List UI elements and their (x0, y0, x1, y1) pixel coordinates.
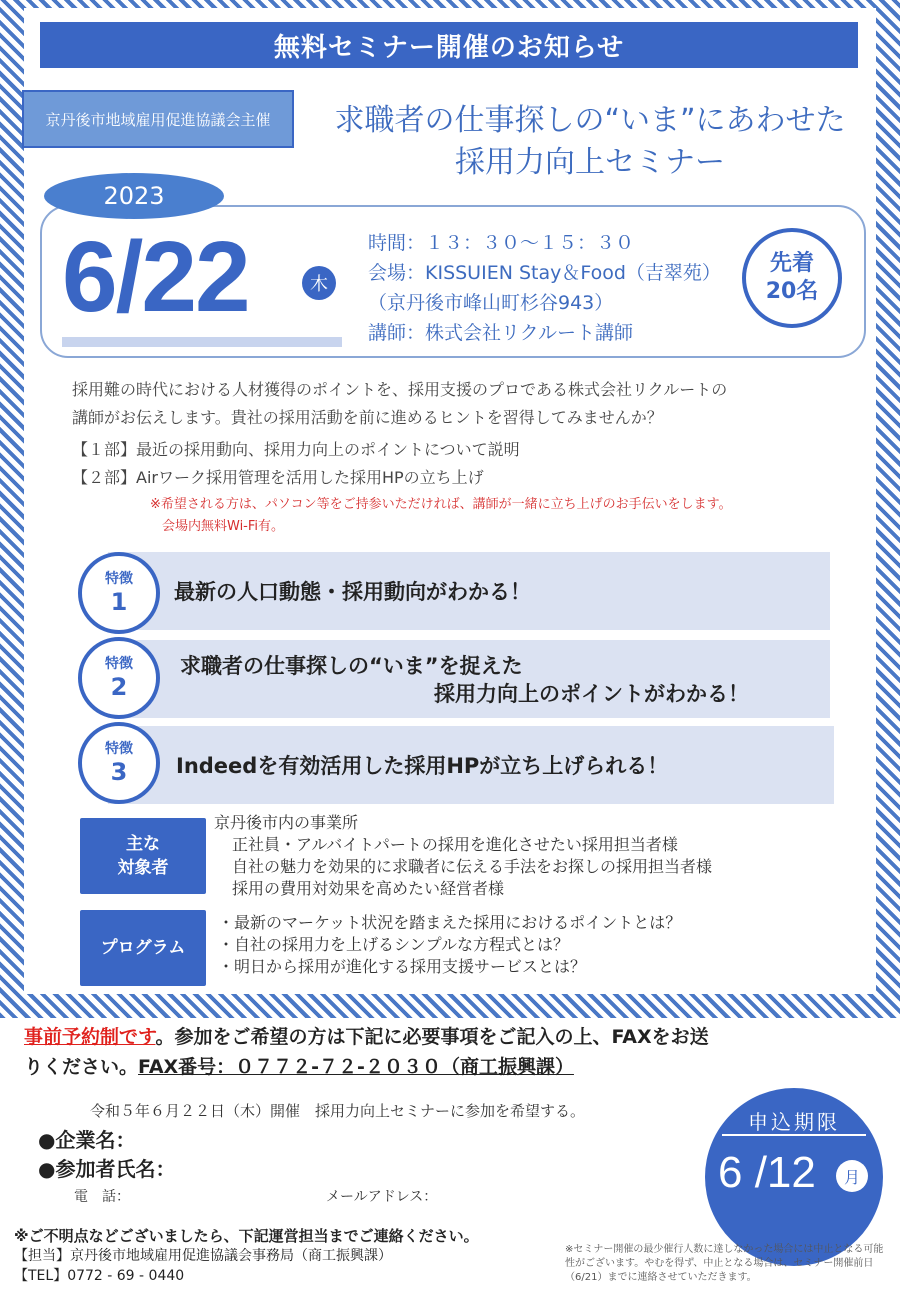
feature-2-band (108, 640, 830, 718)
weekday-badge: 木 (302, 266, 336, 300)
description-line2: 講師がお伝えします。貴社の採用活動を前に進めるヒントを習得してみませんか？ (72, 408, 663, 427)
phone-field-label[interactable]: 電 話： (74, 1189, 130, 1205)
reservation-text-2: りください。 (24, 1056, 139, 1078)
part-2: 【２部】Airワーク採用管理を活用した採用HPの立ち上げ (72, 468, 484, 487)
event-venue: 会場：KISSUIEN Stay＆Food（吉翠苑） (368, 262, 721, 284)
fine-print: ※セミナー開催の最少催行人数に達しなかった場合には中止となる可能性がございます。やむを得ず、中止となる場合は、セミナー開催前日（6/21）までに連絡させていただきます。 (565, 1244, 884, 1283)
feature-1-badge (78, 552, 160, 634)
event-lecturer: 講師：株式会社リクルート講師 (368, 322, 634, 344)
feature-3-label: 特徴 (105, 741, 133, 757)
company-field-label[interactable]: ●企業名： (38, 1128, 136, 1152)
feature-1-label: 特徴 (105, 571, 133, 587)
target-line-4: 採用の費用対効果を高めたい経営者様 (232, 879, 505, 898)
target-line-1: 京丹後市内の事業所 (214, 813, 359, 832)
feature-2-text-line1: 求職者の仕事探しの“いま”を捉えた (180, 654, 523, 678)
event-date: 6/22 (62, 221, 249, 333)
apply-statement: 令和５年６月２２日（木）開催 採用力向上セミナーに参加を希望する。 (90, 1102, 586, 1120)
reservation-text: 。参加をご希望の方は下記に必要事項をご記入の上、FAXをお送 (155, 1026, 709, 1048)
seminar-title-line1: 求職者の仕事探しの“いま”にあわせた (334, 103, 846, 138)
target-line-3: 自社の魅力を効果的に求職者に伝える手法をお探しの採用担当者様 (232, 857, 713, 876)
deadline-weekday: 月 (836, 1160, 868, 1192)
note-line1: ※希望される方は、パソコン等をご持参いただければ、講師が一緒に立ち上げのお手伝いをします。 (150, 497, 732, 512)
feature-2-number: 2 (110, 673, 128, 701)
seminar-title (300, 100, 880, 184)
feature-2-text-line2: 採用力向上のポイントがわかる！ (434, 682, 749, 706)
event-details (368, 228, 721, 348)
feature-3-text: Indeedを有効活用した採用HPが立ち上げられる！ (176, 754, 669, 778)
host-label: 京丹後市地域雇用促進協議会主催 (22, 90, 294, 148)
feature-2-label: 特徴 (105, 656, 133, 672)
note-line2: 会場内無料Wi-Fi有。 (162, 519, 285, 534)
feature-3-number: 3 (110, 758, 128, 786)
email-field-label[interactable]: メールアドレス： (326, 1189, 438, 1205)
program-line-1: ・最新のマーケット状況を踏まえた採用におけるポイントとは？ (218, 913, 682, 932)
contact-line2: 【担当】京丹後市地域雇用促進協議会事務局（商工振興課） (14, 1248, 392, 1264)
date-underline (62, 337, 342, 347)
participant-field-label[interactable]: ●参加者氏名： (38, 1157, 176, 1181)
contact-line3: 【TEL】0772 - 69 - 0440 (14, 1268, 185, 1284)
contact-info (14, 1226, 479, 1286)
feature-3-badge (78, 722, 160, 804)
target-tag (80, 818, 206, 894)
target-line-2: 正社員・アルバイトパートの採用を進化させたい採用担当者様 (232, 835, 678, 854)
feature-1-band (108, 552, 830, 630)
feature-3-band (108, 726, 834, 804)
event-address: （京丹後市峰山町杉谷943） (368, 292, 614, 314)
seminar-title-line2: 採用力向上セミナー (455, 145, 725, 180)
reservation-required: 事前予約制です (24, 1026, 156, 1048)
program-tag: プログラム (80, 910, 206, 986)
page-title: 無料セミナー開催のお知らせ (40, 22, 858, 68)
event-time: 時間：１３：３０～１５：３０ (368, 232, 635, 254)
year-badge: 2023 (44, 173, 224, 219)
target-tag-line2: 対象者 (117, 858, 169, 878)
fax-number: FAX番号：０７７２-７２-２０３０（商工振興課） (138, 1056, 574, 1078)
capacity-number: 20名 (765, 279, 819, 304)
feature-1-number: 1 (110, 588, 128, 616)
program-list (218, 912, 681, 978)
reservation-notice (24, 1022, 874, 1082)
feature-1-text: 最新の人口動態・採用動向がわかる！ (174, 580, 531, 604)
part-1: 【１部】最近の採用動向、採用力向上のポイントについて説明 (72, 440, 520, 459)
program-line-3: ・明日から採用が進化する採用支援サービスとは？ (218, 957, 587, 976)
program-line-2: ・自社の採用力を上げるシンプルな方程式とは？ (218, 935, 569, 954)
pc-note (150, 494, 732, 538)
capacity-label: 先着 (769, 251, 814, 276)
target-tag-line1: 主な (126, 834, 160, 854)
description (72, 376, 852, 432)
contact-line1: ※ご不明点などございましたら、下記運営担当までご連絡ください。 (14, 1227, 479, 1245)
target-list (214, 812, 712, 900)
deadline-date: 6 /12 (718, 1148, 816, 1197)
feature-2-badge (78, 637, 160, 719)
deadline-label: 申込期限 (722, 1106, 866, 1136)
capacity-badge (742, 228, 842, 328)
description-line1: 採用難の時代における人材獲得のポイントを、採用支援のプロである株式会社リクルートの (72, 380, 728, 399)
program-parts (72, 436, 520, 492)
